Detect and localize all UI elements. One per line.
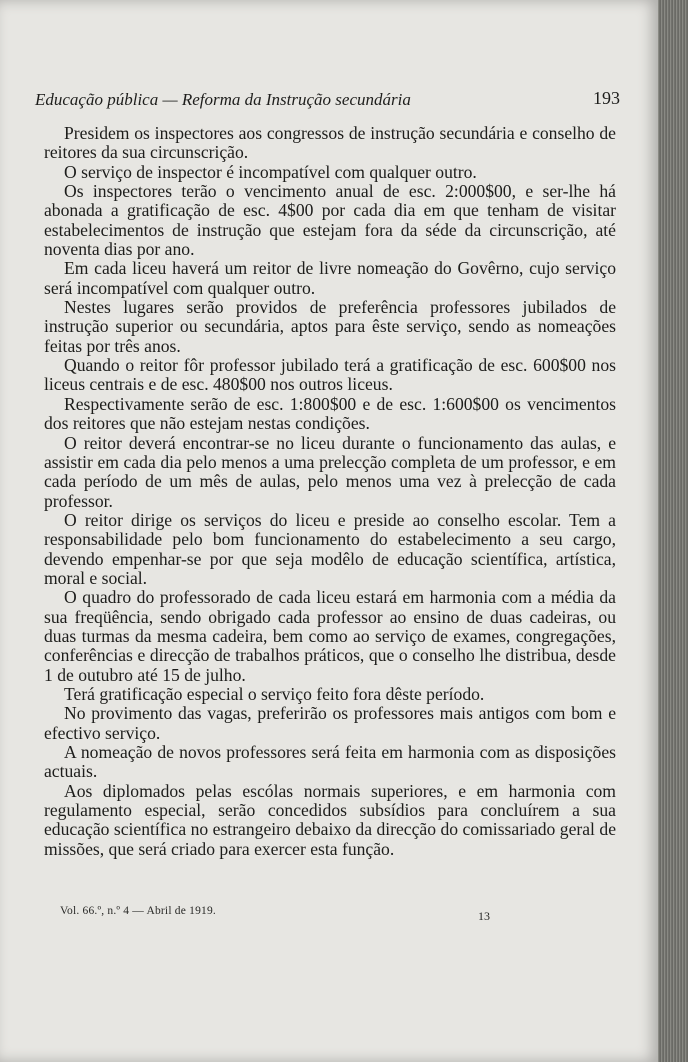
body-text — [44, 124, 616, 859]
paragraph: Os inspectores terão o vencimento anual de esc. 2:000$00, e ser-lhe há abonada a gratificação de esc. 4$00 por cada dia em que tenham de visitar estabelecimentos de instrução que estejam fora da séde da circunscrição, até noventa dias por ano. — [44, 181, 616, 260]
page-footer — [60, 905, 490, 925]
paragraph: Respectivamente serão de esc. 1:800$00 e de esc. 1:600$00 os vencimentos dos reitores que não estejam nestas condições. — [44, 393, 616, 434]
paragraph: Quando o reitor fôr professor jubilado terá a gratificação de esc. 600$00 nos liceus centrais e de esc. 480$00 nos outros liceus. — [44, 355, 616, 395]
paragraph: No provimento das vagas, preferirão os professores mais antigos com bom e efectivo serviço. — [44, 703, 616, 743]
paragraph: Em cada liceu haverá um reitor de livre nomeação do Govêrno, cujo serviço será incompatível com qualquer outro. — [44, 258, 616, 298]
paragraph: Aos diplomados pelas escólas normais superiores, e em harmonia com regulamento especial, serão concedidos subsídios para concluírem a sua educação scientífica no estrangeiro debaixo da direcção do comissariado geral de missões, que será criado para exercer esta função. — [44, 780, 616, 859]
book-page-edges — [658, 0, 688, 1062]
paragraph: A nomeação de novos professores será feita em harmonia com as disposições actuais. — [44, 742, 616, 782]
paragraph: Presidem os inspectores aos congressos de instrução secundária e conselho de reitores da sua circunscrição. — [44, 123, 616, 163]
running-header — [35, 88, 620, 114]
paragraph: O serviço de inspector é incompatível com qualquer outro. — [64, 161, 477, 182]
paragraph: O reitor dirige os serviços do liceu e preside ao conselho escolar. Tem a responsabilidade pelo bom funcionamento do estabelecimento a seu cargo, devendo empenhar-se por que seja modêlo de educação scientífica, artística, moral e social. — [44, 509, 616, 588]
paragraph: O reitor deverá encontrar-se no liceu durante o funcionamento das aulas, e assistir em cada dia pelo menos a uma prelecção completa de um professor, e em cada período de um mês de aulas, pelo menos uma vez à prelecção de cada professor. — [44, 432, 616, 511]
page-number: 193 — [593, 88, 620, 108]
running-title: Educação pública — Reforma da Instrução secundária — [35, 90, 411, 109]
signature-mark: 13 — [478, 909, 490, 923]
paragraph: Nestes lugares serão providos de preferência professores jubilados de instrução superior ou secundária, aptos para êste serviço, sendo as nomeações feitas por três anos. — [44, 297, 616, 356]
paragraph: O quadro do professorado de cada liceu estará em harmonia com a média da sua freqüência, sendo obrigado cada professor ao ensino de duas cadeiras, ou duas turmas da mesma cadeira, bem como ao serviço de exames, congregações, conferências e direcção de trabalhos práticos, que o conselho lhe distribua, desde 1 de outubro até 15 de julho. — [44, 587, 616, 685]
volume-line: Vol. 66.º, n.º 4 — Abril de 1919. — [60, 905, 216, 917]
paragraph: Terá gratificação especial o serviço feito fora dêste período. — [64, 683, 485, 704]
